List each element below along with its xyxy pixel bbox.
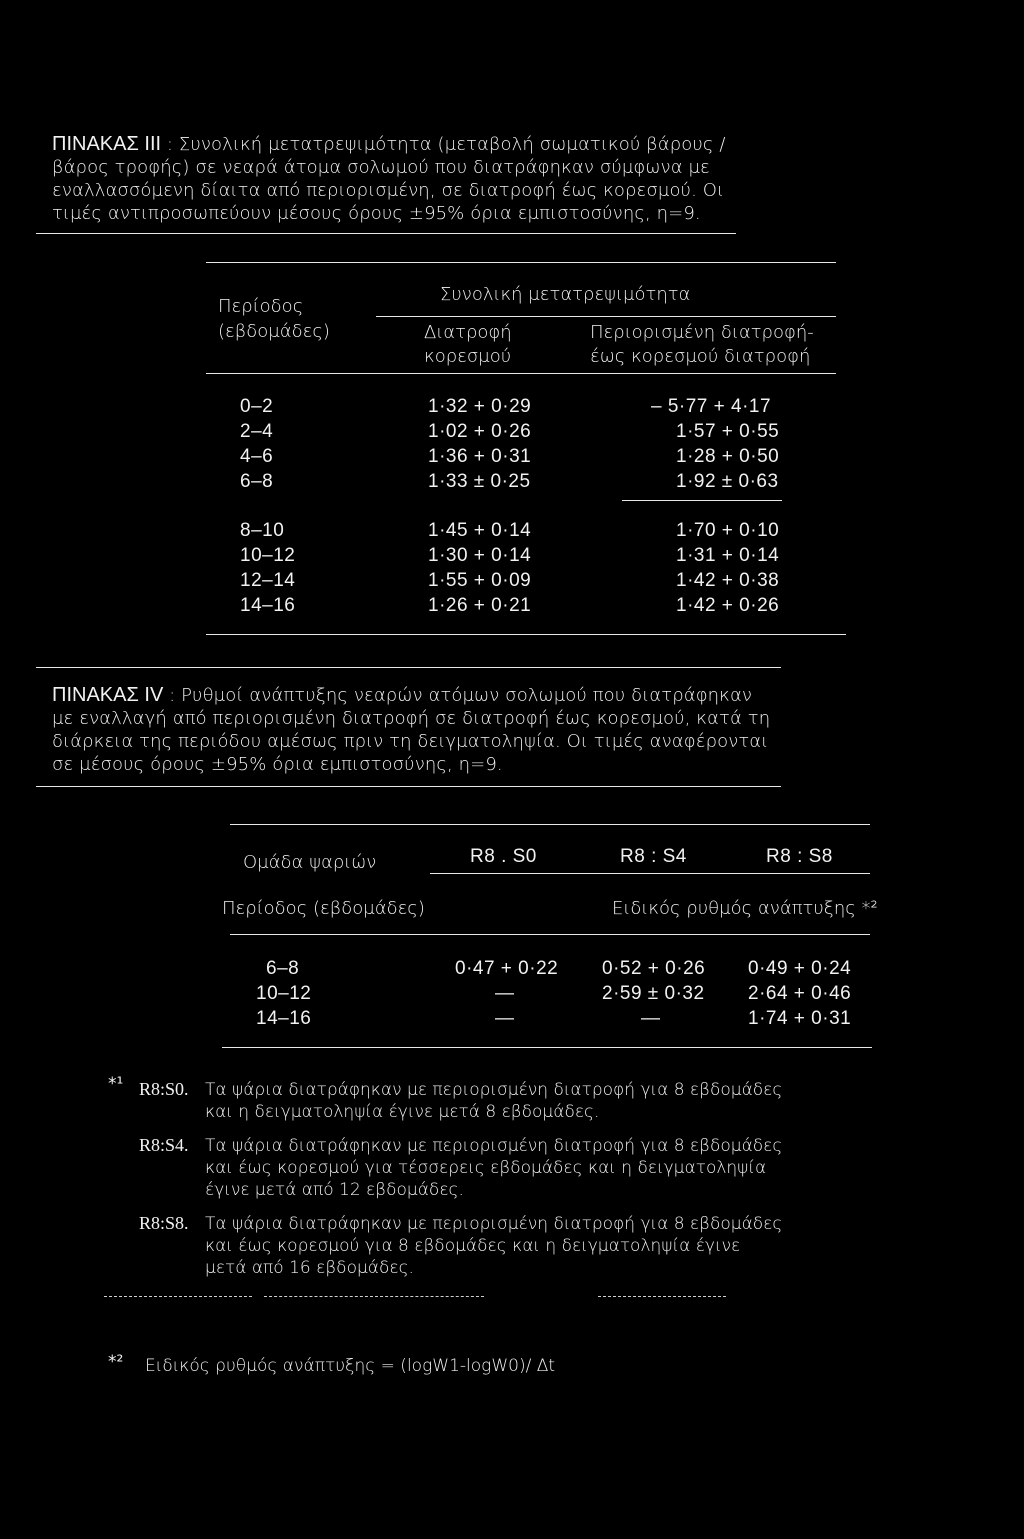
dashed-separator [104,1296,252,1297]
table4-caption-text-1: : Ρυθμοί ανάπτυξης νεαρών ατόμων σολωμού που διατράφηκαν [169,685,753,706]
dashed-separator [264,1296,484,1297]
table3-restricted-cell: 1·70 + 0·10 [676,520,780,541]
table3-period-cell: 2–4 [240,421,274,442]
table3-restricted-cell: 1·28 + 0·50 [676,446,780,467]
table3-group-rule [376,316,836,317]
table4-r8s4-cell: 0·52 + 0·26 [602,958,706,979]
note-key: R8:S4. [139,1135,189,1155]
table4-top-rule [230,824,870,825]
table4-caption-line-2: με εναλλαγή από περιορισμένη διατροφή σε διατροφή έως κορεσμού, κατά τη [52,708,771,729]
note-line: Τα ψάρια διατράφηκαν με περιορισμένη διατροφή για 8 εβδομάδες [205,1080,783,1100]
table4-header-rule [230,934,870,935]
table3-period-cell: 0–2 [240,396,274,417]
table4-col-header-rule [430,873,870,874]
growth-rate-formula: Ειδικός ρυθμός ανάπτυξης = (logW1-logW0)/ Δt [145,1356,556,1376]
table3-satiation-cell: 1·30 + 0·14 [428,545,532,566]
table3-period-cell: 14–16 [240,595,296,616]
table4-rate-header [612,898,878,919]
table3-restricted-cell: 1·92 ± 0·63 [676,471,779,492]
footnote-mark-2: *² [108,1352,124,1372]
table4-caption [52,684,792,776]
table3-bottom-rule [206,634,846,635]
note-text [205,1079,845,1123]
table4-group-header: Ομάδα ψαριών [243,852,377,873]
table3-caption [52,133,752,225]
table4-period-cell: 6–8 [266,958,300,979]
note-line: και η δειγματοληψία έγινε μετά 8 εβδομάδες. [205,1102,600,1122]
table3-caption-text-1: : Συνολική μετατρεψιμότητα (μεταβολή σωματικού βάρους / [166,134,726,155]
table3-restricted-cell: 1·57 + 0·55 [676,421,780,442]
note-key: R8:S8. [139,1213,189,1233]
table3-mid-rule [622,500,782,501]
table4-period-cell: 14–16 [256,1008,312,1029]
table3-period-cell: 8–10 [240,520,285,541]
table3-satiation-cell: 1·02 + 0·26 [428,421,532,442]
table4-col2-header: R8 : S4 [620,846,687,867]
table4-r8s0-cell: — [495,1008,515,1029]
table4-r8s0-cell: 0·47 + 0·22 [455,958,559,979]
table3-col2-header-1: Περιορισμένη διατροφή- [590,322,814,343]
table3-caption-line-3: εναλλασσόμενη δίαιτα από περιορισμένη, σε διατροφή έως κορεσμού. Οι [52,180,725,201]
table3-period-cell: 10–12 [240,545,296,566]
table3-caption-rule [36,233,736,234]
table3-restricted-cell: 1·31 + 0·14 [676,545,780,566]
table4-caption-top-rule [36,667,781,668]
table4-r8s8-cell: 2·64 + 0·46 [748,983,852,1004]
note-key: R8:S0. [139,1079,189,1099]
note-text [205,1213,845,1279]
table3-restricted-cell: 1·42 + 0·26 [676,595,780,616]
table3-col1-header-2: κορεσμού [424,346,512,367]
table4-rate-label: Ειδικός ρυθμός ανάπτυξης [612,898,856,919]
table3-period-header-1: Περίοδος [218,296,304,317]
table4-caption-line-4: σε μέσους όρους ±95% όρια εμπιστοσύνης, η=9. [52,754,503,775]
table4-col1-header: R8 . S0 [470,846,537,867]
table4-label: ΠΙΝΑΚΑΣ IV [52,684,164,706]
note-line: μετά από 16 εβδομάδες. [205,1258,414,1278]
table4-caption-line-1 [52,684,792,707]
note-text [205,1135,845,1201]
table3-restricted-cell: – 5·77 + 4·17 [651,396,772,417]
table4-col3-header: R8 : S8 [766,846,833,867]
table4-caption-rule [36,786,781,787]
table4-r8s4-cell: 2·59 ± 0·32 [602,983,705,1004]
table4-rate-footnote-mark: *² [861,898,878,919]
note-line: και έως κορεσμού για τέσσερεις εβδομάδες και η δειγματοληψία [205,1158,767,1178]
footnote-mark-1: *¹ [108,1074,124,1094]
table3-caption-line-4: τιμές αντιπροσωπεύουν μέσους όρους ±95% όρια εμπιστοσύνης, η=9. [52,203,701,224]
table3-period-cell: 4–6 [240,446,274,467]
table3-caption-line-2: βάρος τροφής) σε νεαρά άτομα σολωμού που διατράφηκαν σύμφωνα με [52,157,710,178]
table3-satiation-cell: 1·45 + 0·14 [428,520,532,541]
table3-satiation-cell: 1·33 ± 0·25 [428,471,531,492]
table4-r8s4-cell: — [641,1008,661,1029]
table4-r8s0-cell: — [495,983,515,1004]
note-line: και έως κορεσμού για 8 εβδομάδες και η δειγματοληψία έγινε [205,1236,741,1256]
table3-restricted-cell: 1·42 + 0·38 [676,570,780,591]
table3-header-rule [206,373,836,374]
table3-satiation-cell: 1·36 + 0·31 [428,446,532,467]
note-line: Τα ψάρια διατράφηκαν με περιορισμένη διατροφή για 8 εβδομάδες [205,1214,783,1234]
table3-period-cell: 12–14 [240,570,296,591]
table3-period-cell: 6–8 [240,471,274,492]
dashed-separator [598,1296,726,1297]
table3-caption-line-1 [52,133,752,156]
table3-satiation-cell: 1·55 + 0·09 [428,570,532,591]
table3-satiation-cell: 1·32 + 0·29 [428,396,532,417]
table3-satiation-cell: 1·26 + 0·21 [428,595,532,616]
table4-r8s8-cell: 1·74 + 0·31 [748,1008,852,1029]
table4-bottom-rule [222,1047,872,1048]
table4-period-header: Περίοδος (εβδομάδες) [222,898,425,919]
table4-period-cell: 10–12 [256,983,312,1004]
table4-caption-line-3: διάρκεια της περιόδου αμέσως πριν τη δειγματοληψία. Οι τιμές αναφέρονται [52,731,769,752]
note-line: έγινε μετά από 12 εβδομάδες. [205,1180,464,1200]
table3-group-header: Συνολική μετατρεψιμότητα [440,284,691,305]
table3-col1-header-1: Διατροφή [424,322,512,343]
table3-label: ΠΙΝΑΚΑΣ III [52,133,162,155]
table3-top-rule [206,262,836,263]
table3-period-header-2: (εβδομάδες) [218,321,330,342]
table3-col2-header-2: έως κορεσμού διατροφή [590,346,811,367]
table4-r8s8-cell: 0·49 + 0·24 [748,958,852,979]
note-line: Τα ψάρια διατράφηκαν με περιορισμένη διατροφή για 8 εβδομάδες [205,1136,783,1156]
